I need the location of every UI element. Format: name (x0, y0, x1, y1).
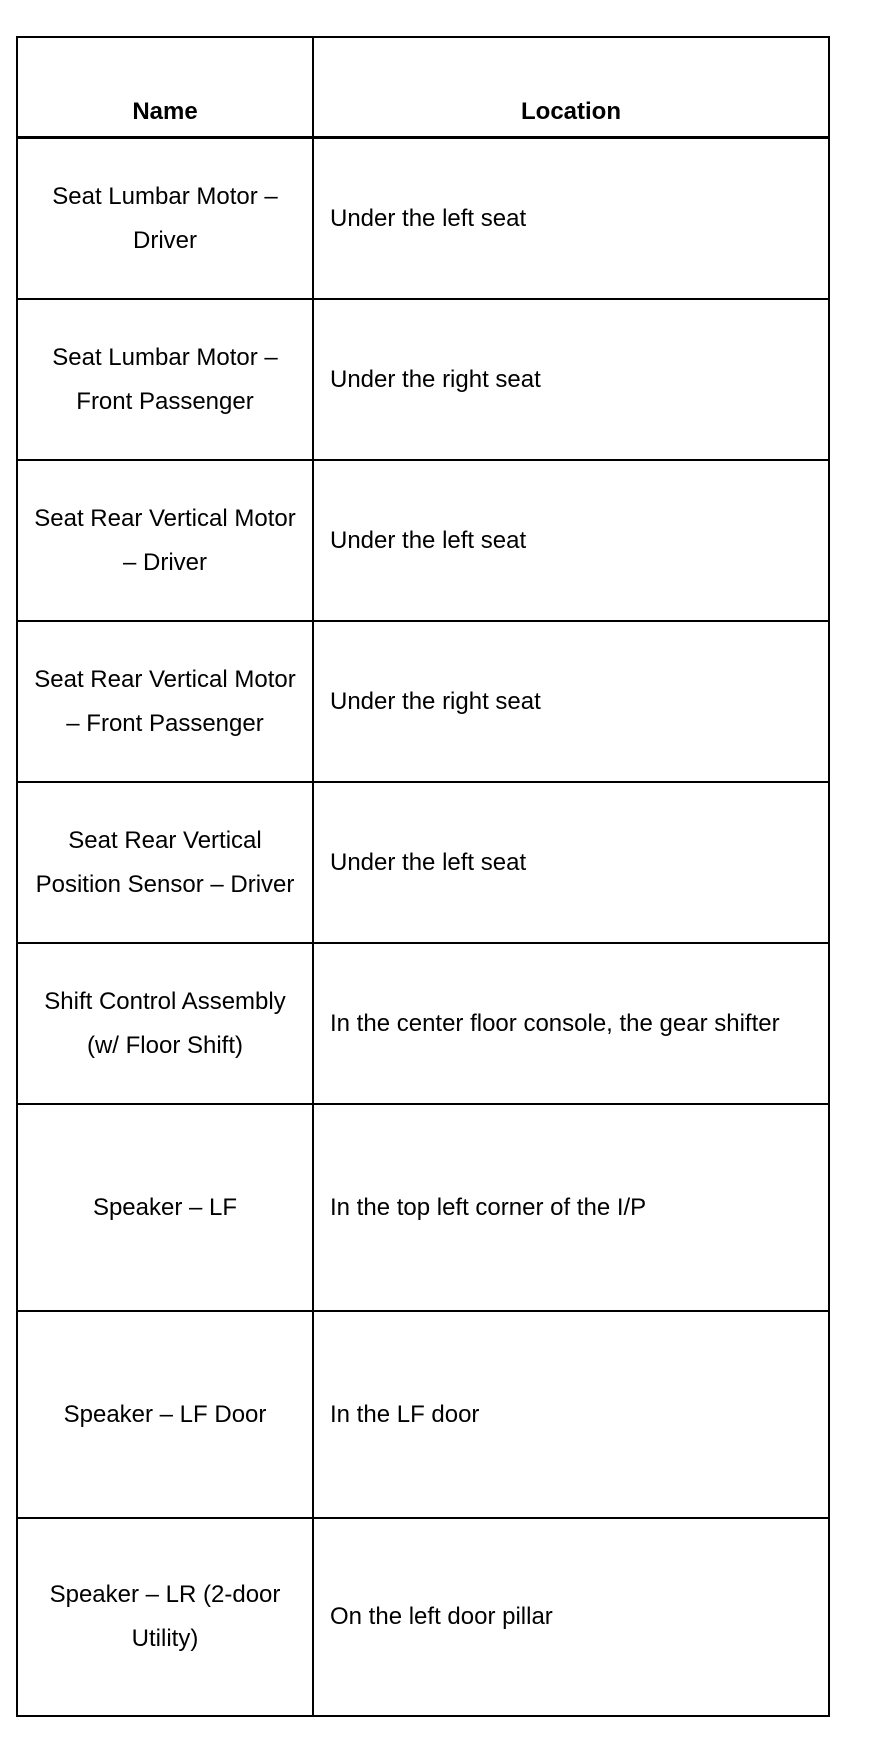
table-row (17, 138, 829, 300)
table-row (17, 299, 829, 460)
component-name-cell: Seat Lumbar Motor – Driver (17, 138, 313, 300)
component-name-cell: Speaker – LR (2-door Utility) (17, 1518, 313, 1716)
name-column-header: Name (17, 37, 313, 138)
table-row (17, 943, 829, 1104)
table-row (17, 1311, 829, 1518)
component-name-cell: Shift Control Assembly (w/ Floor Shift) (17, 943, 313, 1104)
component-name-cell: Seat Rear Vertical Motor – Front Passenger (17, 621, 313, 782)
table-header-row (17, 37, 829, 138)
component-location-cell: Under the left seat (313, 460, 829, 621)
table-row (17, 1104, 829, 1311)
component-location-cell: In the top left corner of the I/P (313, 1104, 829, 1311)
component-location-table (16, 36, 830, 1717)
location-column-header: Location (313, 37, 829, 138)
component-location-cell: On the left door pillar (313, 1518, 829, 1716)
component-name-cell: Seat Rear Vertical Position Sensor – Driver (17, 782, 313, 943)
table-row (17, 460, 829, 621)
component-location-cell: Under the right seat (313, 621, 829, 782)
table-row (17, 782, 829, 943)
component-location-cell: Under the left seat (313, 782, 829, 943)
component-name-cell: Speaker – LF Door (17, 1311, 313, 1518)
component-location-cell: In the LF door (313, 1311, 829, 1518)
component-name-cell: Speaker – LF (17, 1104, 313, 1311)
component-location-cell: Under the right seat (313, 299, 829, 460)
component-location-cell: In the center floor console, the gear shifter (313, 943, 829, 1104)
component-location-cell: Under the left seat (313, 138, 829, 300)
component-name-cell: Seat Rear Vertical Motor – Driver (17, 460, 313, 621)
table-row (17, 621, 829, 782)
table-row (17, 1518, 829, 1716)
component-name-cell: Seat Lumbar Motor – Front Passenger (17, 299, 313, 460)
